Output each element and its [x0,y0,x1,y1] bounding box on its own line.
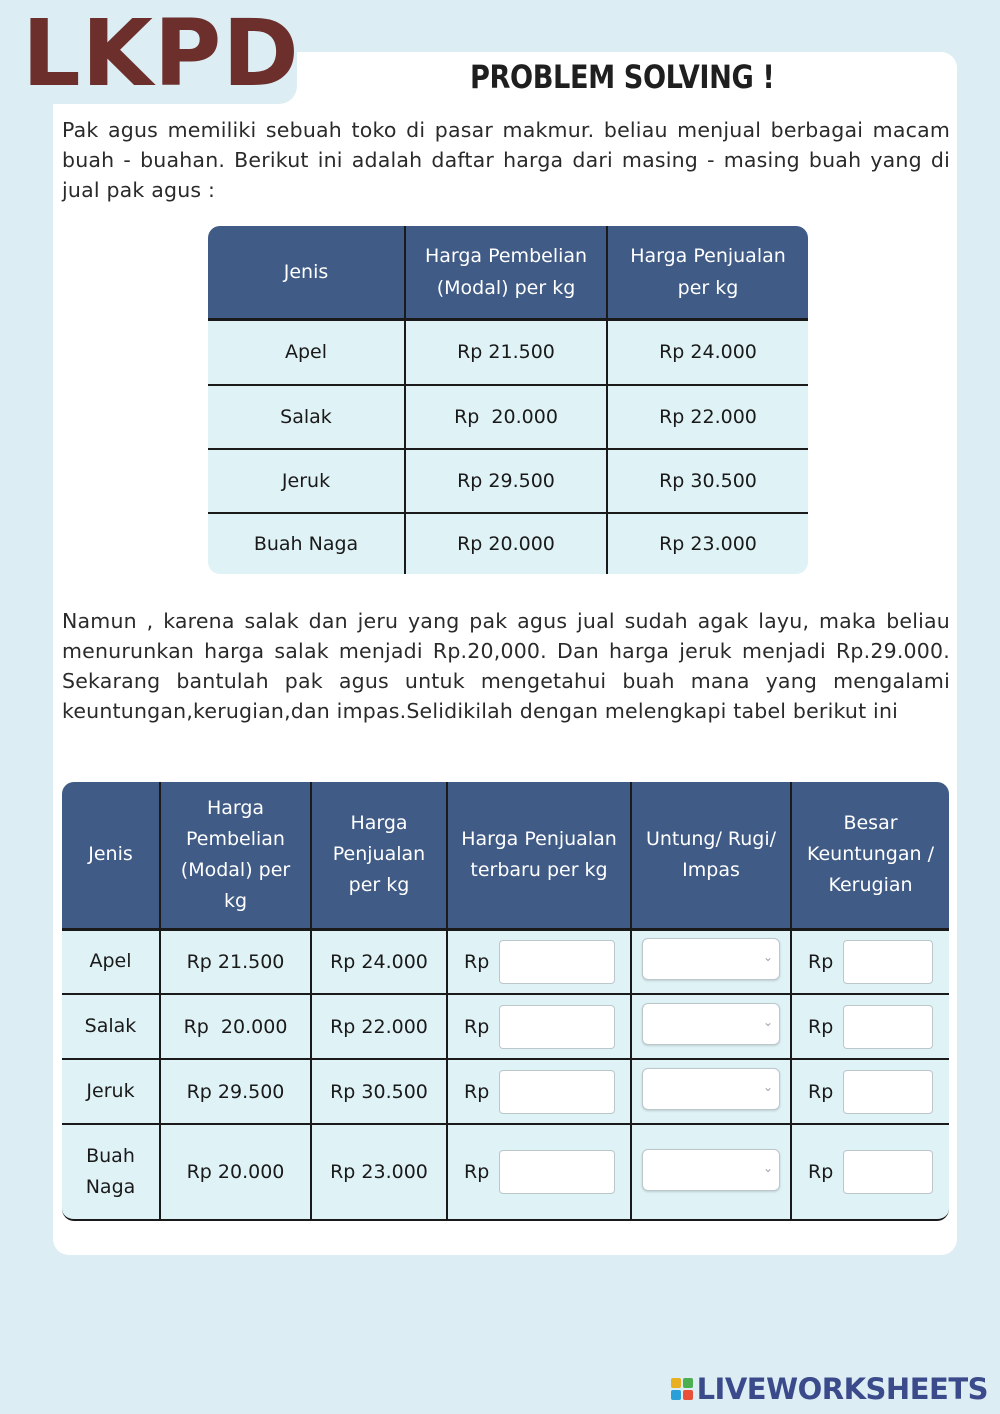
table-row [208,513,808,575]
price-table-header [208,226,808,320]
header-harga-pembelian: Harga Pembelian (Modal) per kg [160,782,311,929]
cell-jenis: Buah Naga [208,513,405,575]
rp-label: Rp [464,1161,490,1183]
rp-label: Rp [808,1161,834,1183]
cell-modal: Rp 20.000 [160,1124,311,1219]
work-table-header [62,782,949,929]
cell-jenis: Salak [62,994,160,1059]
cell-jual: Rp 22.000 [311,994,447,1059]
header-untung-rugi-impas: Untung/ Rugi/ Impas [631,782,791,929]
amount-input-buah-naga[interactable] [843,1150,933,1194]
cell-jual: Rp 24.000 [607,320,808,385]
header-besar-keuntungan: Besar Keuntungan / Kerugian [791,782,949,929]
new-price-input-salak[interactable] [499,1005,615,1049]
result-dropdown-buah-naga[interactable] [642,1149,780,1191]
table-row [62,994,949,1059]
table-row [208,449,808,513]
rp-label: Rp [808,1080,834,1103]
rp-label: Rp [808,950,834,973]
result-dropdown-jeruk[interactable] [642,1068,780,1110]
table-row [208,320,808,385]
cell-modal: Rp 29.500 [160,1059,311,1124]
header-harga-pembelian: Harga Pembelian (Modal) per kg [405,226,607,320]
cell-modal: Rp 20.000 [160,994,311,1059]
intro-paragraph: Pak agus memiliki sebuah toko di pasar makmur. beliau menjual berbagai macam buah - buahan. Berikut ini adalah daftar harga dari masing - masing buah yang di jual pak agus : [62,118,950,202]
table-row [208,385,808,449]
cell-modal: Rp 20.000 [405,513,607,575]
table-row [62,1124,949,1219]
cell-jenis: Jeruk [62,1059,160,1124]
cell-jual: Rp 23.000 [659,532,757,555]
cell-jenis: Apel [62,929,160,994]
logo-tab [0,0,300,107]
amount-input-jeruk[interactable] [843,1070,933,1114]
liveworksheets-brand [671,1372,988,1406]
cell-modal: Rp 21.500 [405,320,607,385]
cell-jual: Rp 23.000 [311,1124,447,1219]
amount-input-apel[interactable] [843,940,933,984]
liveworksheets-logo-icon [671,1378,693,1400]
rp-label: Rp [464,1080,490,1103]
cell-jual: Rp 30.500 [607,449,808,513]
rp-label: Rp [464,1015,490,1038]
cell-jenis: Salak [208,385,405,449]
cell-jenis: Apel [208,320,405,385]
table-row [62,1059,949,1124]
header-jenis: Jenis [208,226,405,320]
new-price-input-buah-naga[interactable] [499,1150,615,1194]
problem-paragraph: Namun , karena salak dan jeru yang pak agus jual sudah agak layu, maka beliau menurunkan harga salak menjadi Rp.20,000. Dan harga jeruk menjadi Rp.29.000. Sekarang bantulah pak agus untuk mengetahui buah mana yang mengalami keuntungan,kerugian,dan impas.Selidikilah dengan melengkapi tabel berikut ini [62,609,950,723]
new-price-input-apel[interactable] [499,940,615,984]
rp-label: Rp [464,950,490,973]
header-harga-penjualan: Harga Penjualan per kg [311,782,447,929]
chevron-down-icon: ⌄ [762,1160,773,1175]
cell-jenis: Buah Naga [62,1124,160,1219]
cell-modal: Rp 21.500 [160,929,311,994]
cell-jual: Rp 22.000 [607,385,808,449]
chevron-down-icon: ⌄ [762,1080,773,1094]
cell-jual: Rp 30.500 [311,1059,447,1124]
price-table [208,226,808,574]
cell-jenis: Jeruk [208,449,405,513]
header-jenis: Jenis [62,782,160,929]
chevron-down-icon: ⌄ [762,950,773,965]
result-dropdown-salak[interactable] [642,1003,780,1045]
cell-modal: Rp 29.500 [405,449,607,513]
cell-jual: Rp 24.000 [311,929,447,994]
table-row [62,929,949,994]
new-price-input-jeruk[interactable] [499,1070,615,1114]
chevron-down-icon: ⌄ [762,1015,773,1029]
header-harga-penjualan: Harga Penjualan per kg [607,226,808,320]
rp-label: Rp [808,1015,834,1038]
brand-text: LIVEWORKSHEETS [696,1372,988,1406]
result-dropdown-apel[interactable] [642,938,780,980]
page-title: PROBLEM SOLVING ! [470,58,775,96]
header-harga-penjualan-terbaru: Harga Penjualan terbaru per kg [447,782,631,929]
lkpd-logo: LKPD [22,0,300,107]
work-table [62,782,949,1221]
amount-input-salak[interactable] [843,1005,933,1049]
cell-modal: Rp 20.000 [405,385,607,449]
